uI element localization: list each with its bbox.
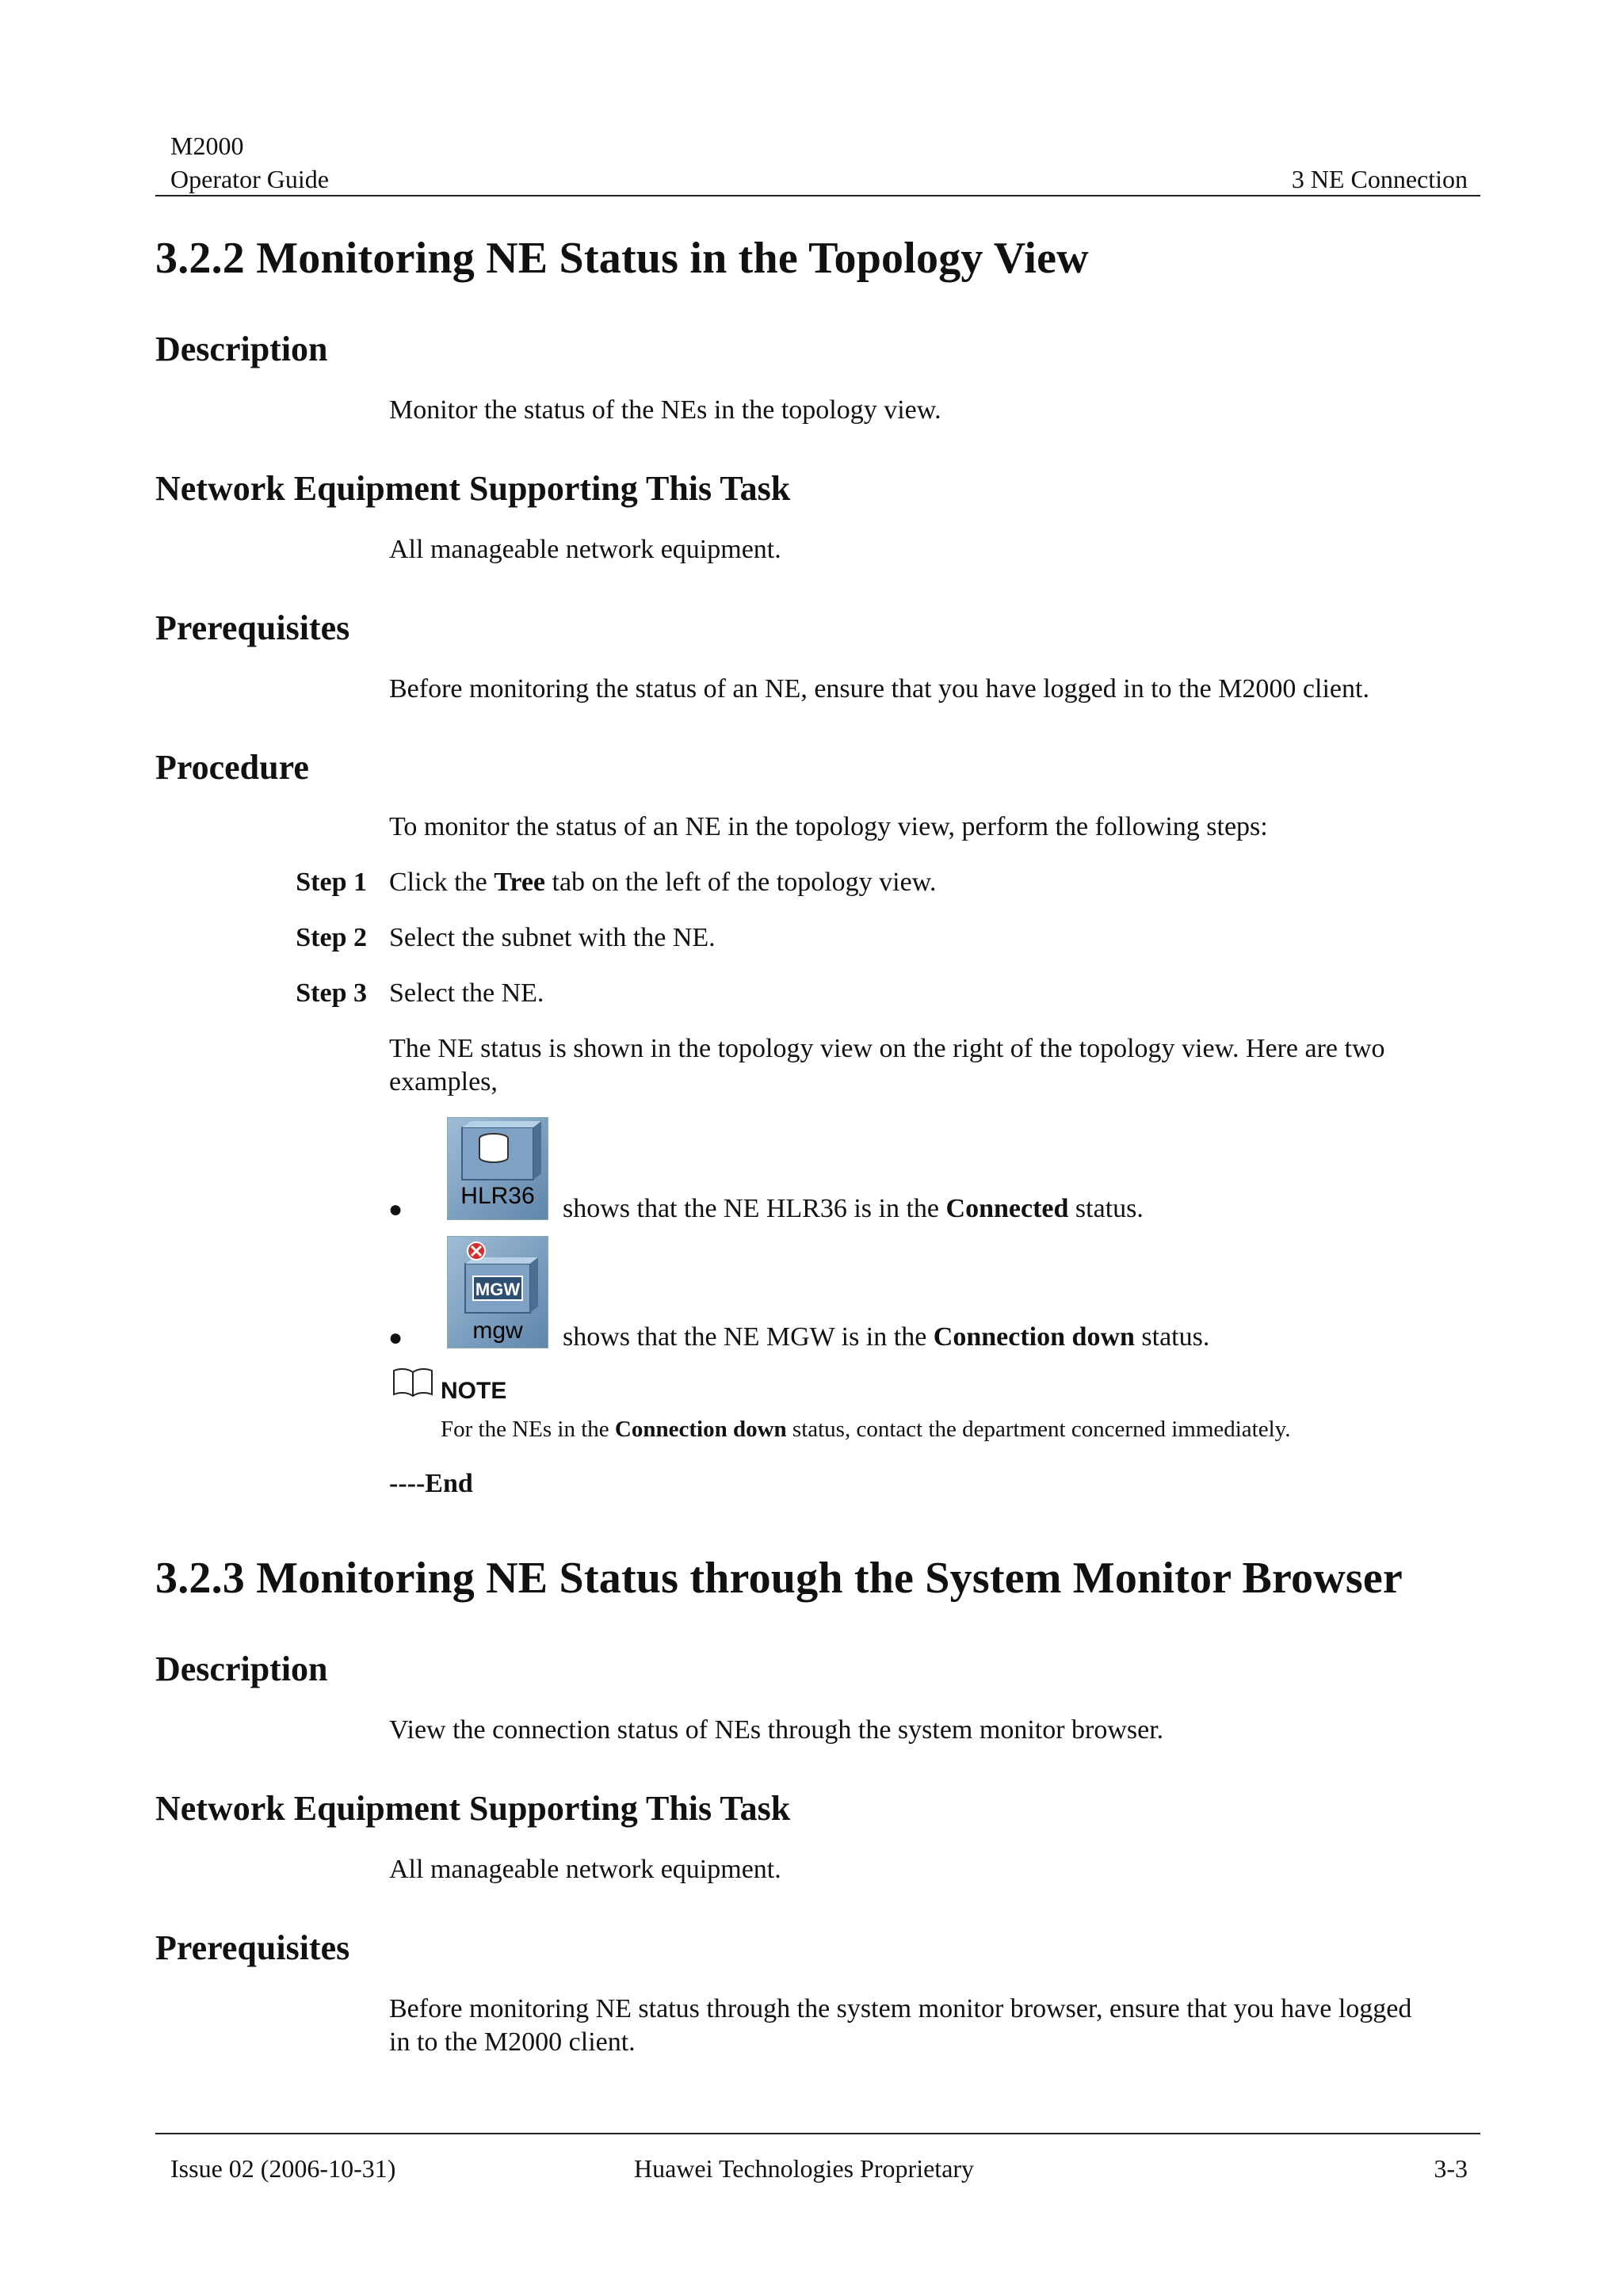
- description-heading-2: Description: [155, 1650, 328, 1688]
- hlr36-icon-label: HLR36: [460, 1183, 535, 1209]
- description-text-2: View the connection status of NEs through the system monitor browser.: [389, 1715, 1164, 1745]
- database-ne-icon: [447, 1117, 548, 1220]
- note-title: NOTE: [441, 1378, 507, 1404]
- equipment-text: All manageable network equipment.: [389, 535, 781, 564]
- procedure-intro: To monitor the status of an NE in the topology view, perform the following steps:: [389, 812, 1268, 841]
- bullet-icon: ●: [388, 1325, 403, 1351]
- step-label-3: Step 3: [296, 978, 367, 1008]
- mgw-icon-label: mgw: [472, 1318, 523, 1344]
- example-connected-text: shows that the NE HLR36 is in the Connected status.: [563, 1194, 1144, 1223]
- prerequisites-text: Before monitoring the status of an NE, ensure that you have logged in to the M2000 client.: [389, 674, 1369, 704]
- step-text-2: Select the subnet with the NE.: [389, 923, 716, 952]
- mgw-ne-disconnected-icon: [447, 1236, 548, 1348]
- step-label-2: Step 2: [296, 923, 367, 952]
- description-text: Monitor the status of the NEs in the topology view.: [389, 395, 941, 425]
- step-text-3: Select the NE.: [389, 978, 544, 1008]
- footer-company: Huawei Technologies Proprietary: [634, 2154, 975, 2183]
- header-product: M2000: [170, 132, 244, 160]
- section-title-3-2-3: 3.2.3 Monitoring NE Status through the System Monitor Browser: [155, 1554, 1403, 1603]
- status-explanation: The NE status is shown in the topology view on the right of the topology view. Here are two examples,: [389, 1034, 1385, 1097]
- equipment-text-2: All manageable network equipment.: [389, 1855, 781, 1884]
- footer-issue: Issue 02 (2006-10-31): [170, 2154, 396, 2183]
- section-title-3-2-2: 3.2.2 Monitoring NE Status in the Topology View: [155, 234, 1089, 283]
- step-label-1: Step 1: [296, 868, 367, 897]
- procedure-heading: Procedure: [155, 748, 309, 787]
- step-text-1: Click the Tree tab on the left of the topology view.: [389, 868, 937, 897]
- description-heading: Description: [155, 330, 328, 368]
- note-text: For the NEs in the Connection down status, contact the department concerned immediately.: [441, 1417, 1291, 1442]
- footer-page-number: 3-3: [1434, 2154, 1468, 2183]
- equipment-heading: Network Equipment Supporting This Task: [155, 469, 791, 508]
- note-book-icon: [391, 1366, 434, 1402]
- equipment-heading-2: Network Equipment Supporting This Task: [155, 1789, 791, 1828]
- header-rule: [155, 195, 1480, 196]
- header-guide: Operator Guide: [170, 165, 329, 193]
- prerequisites-heading: Prerequisites: [155, 608, 350, 647]
- prerequisites-heading-2: Prerequisites: [155, 1928, 350, 1967]
- mgw-icon-badge: MGW: [475, 1280, 521, 1299]
- header-chapter: 3 NE Connection: [1291, 165, 1468, 193]
- end-marker: ----End: [389, 1469, 473, 1498]
- example-connection-down-text: shows that the NE MGW is in the Connection down status.: [563, 1322, 1210, 1352]
- bullet-icon: ●: [388, 1196, 403, 1222]
- prerequisites-text-2: Before monitoring NE status through the system monitor browser, ensure that you have logged in to the M2000 client.: [389, 1994, 1412, 2057]
- footer-rule: [155, 2133, 1480, 2134]
